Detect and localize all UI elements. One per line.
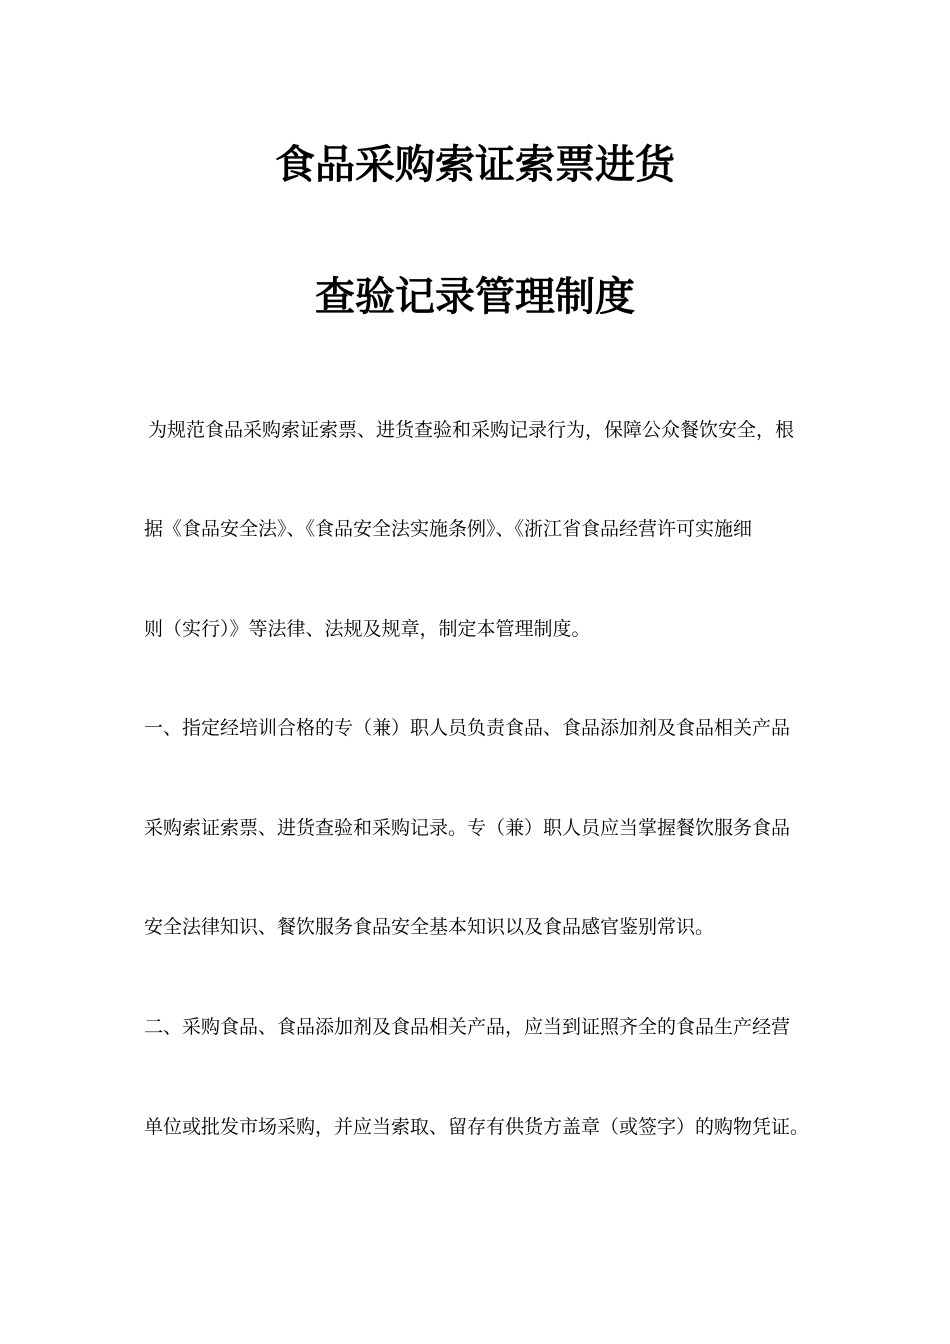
paragraph-line: 安全法律知识、餐饮服务食品安全基本知识以及食品感官鉴别常识。 bbox=[144, 916, 715, 938]
paragraph-line: 采购索证索票、进货查验和采购记录。专（兼）职人员应当掌握餐饮服务食品 bbox=[144, 817, 791, 839]
paragraph-line: 则（实行）》等法律、法规及规章，制定本管理制度。 bbox=[144, 618, 591, 640]
document-title-line-2: 查验记录管理制度 bbox=[315, 274, 635, 320]
paragraph-line: 单位或批发市场采购，并应当索取、留存有供货方盖章（或签字）的购物凭证。 bbox=[144, 1116, 810, 1138]
document-title-line-1: 食品采购索证索票进货 bbox=[275, 142, 675, 188]
paragraph-line: 据《食品安全法》、《食品安全法实施条例》、《浙江省食品经营许可实施细 bbox=[144, 518, 753, 540]
paragraph-line: 二、采购食品、食品添加剂及食品相关产品，应当到证照齐全的食品生产经营 bbox=[144, 1016, 791, 1038]
paragraph-line: 为规范食品采购索证索票、进货查验和采购记录行为，保障公众餐饮安全，根 bbox=[148, 419, 795, 441]
paragraph-line: 一、指定经培训合格的专（兼）职人员负责食品、食品添加剂及食品相关产品 bbox=[144, 717, 791, 739]
